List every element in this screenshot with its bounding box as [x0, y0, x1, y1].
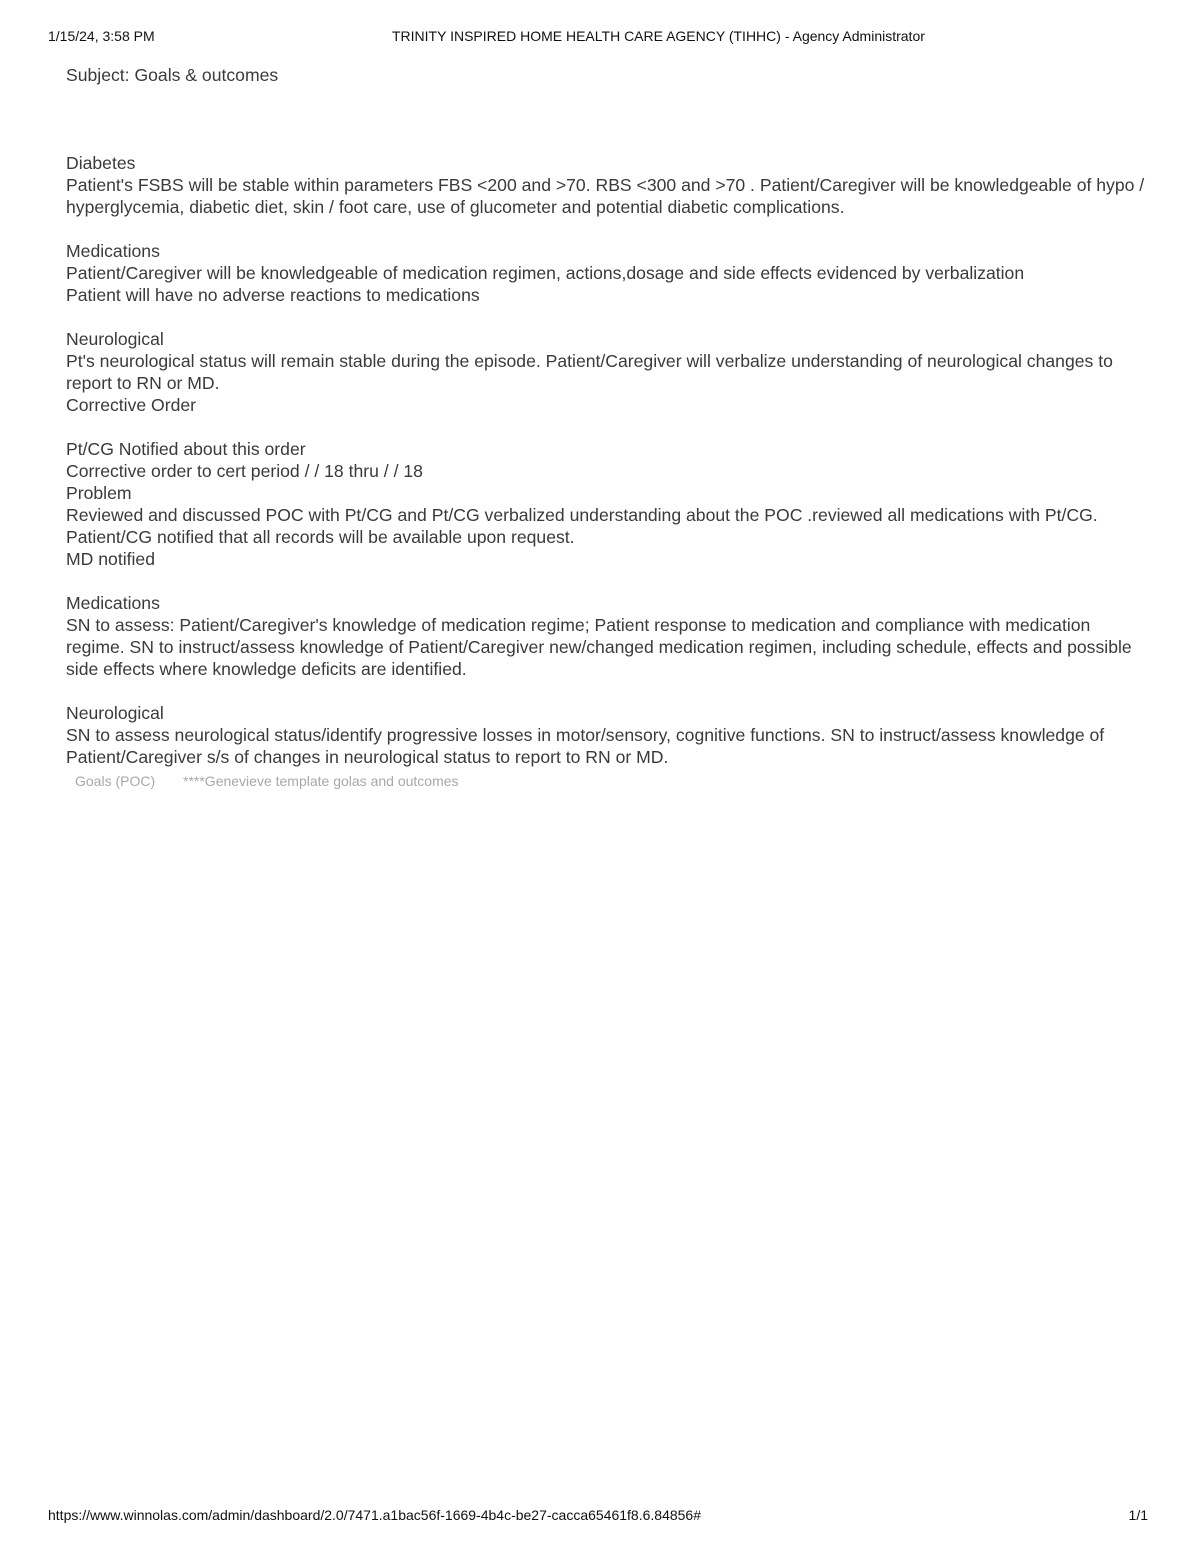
page-url: https://www.winnolas.com/admin/dashboard/2.0/7471.a1bac56f-1669-4b4c-be27-cacca65461f8.6.84856# — [48, 1507, 701, 1523]
section-medications-goals — [66, 240, 1146, 306]
section-heading: Medications — [66, 241, 160, 261]
section-text: Patient will have no adverse reactions to medications — [66, 285, 480, 305]
print-header — [48, 28, 1148, 48]
subject-line: Subject: Goals & outcomes — [66, 65, 279, 85]
print-datetime: 1/15/24, 3:58 PM — [48, 28, 155, 44]
print-footer — [48, 1507, 1148, 1527]
section-medications-interventions — [66, 592, 1146, 680]
section-neurological-interventions — [66, 702, 1146, 768]
note-content — [66, 64, 1146, 792]
section-heading: Diabetes — [66, 153, 136, 173]
section-text: Patient's FSBS will be stable within parameters FBS <200 and >70. RBS <300 and >70 . Patient/Caregiver will be knowledgeable of hypo / hyperglycemia, diabetic diet, skin / foot care, use of glucometer and potential diabetic complications. — [66, 175, 1145, 217]
page-number: 1/1 — [1128, 1507, 1148, 1523]
section-text: Pt's neurological status will remain stable during the episode. Patient/Caregiver will verbalize understanding of neurological changes to report to RN or MD. — [66, 351, 1113, 393]
section-heading: Problem — [66, 483, 132, 503]
section-heading: Neurological — [66, 329, 164, 349]
section-text: Patient/Caregiver will be knowledgeable of medication regimen, actions,dosage and side effects evidenced by verbalization — [66, 263, 1025, 283]
section-heading: Medications — [66, 593, 160, 613]
section-text: Pt/CG Notified about this order — [66, 439, 306, 459]
note-tags — [66, 770, 1146, 792]
tag-template[interactable]: ****Genevieve template golas and outcomes — [183, 773, 459, 789]
tag-goals-poc[interactable]: Goals (POC) — [75, 773, 156, 789]
section-diabetes-goals — [66, 152, 1146, 218]
section-text: Corrective Order — [66, 395, 197, 415]
section-text: SN to assess: Patient/Caregiver's knowledge of medication regime; Patient response to medication and compliance with medication regime. SN to instruct/assess knowledge of Patient/Caregiver new/changed medication regimen, including schedule, effects and possible side effects where knowledge deficits are identified. — [66, 615, 1132, 679]
section-text: Reviewed and discussed POC with Pt/CG and Pt/CG verbalized understanding about the POC .reviewed all medications with Pt/CG. Patient/CG notified that all records will be available upon request. — [66, 505, 1098, 547]
section-text: SN to assess neurological status/identify progressive losses in motor/sensory, cognitive functions. SN to instruct/assess knowledge of Patient/Caregiver s/s of changes in neurological status to report to RN or MD. — [66, 725, 1105, 767]
page-title: TRINITY INSPIRED HOME HEALTH CARE AGENCY (TIHHC) - Agency Administrator — [392, 28, 925, 44]
section-neurological-goals — [66, 328, 1146, 416]
section-heading: Neurological — [66, 703, 164, 723]
section-text: Corrective order to cert period / / 18 thru / / 18 — [66, 461, 423, 481]
section-text: MD notified — [66, 549, 155, 569]
section-corrective-order — [66, 438, 1146, 570]
